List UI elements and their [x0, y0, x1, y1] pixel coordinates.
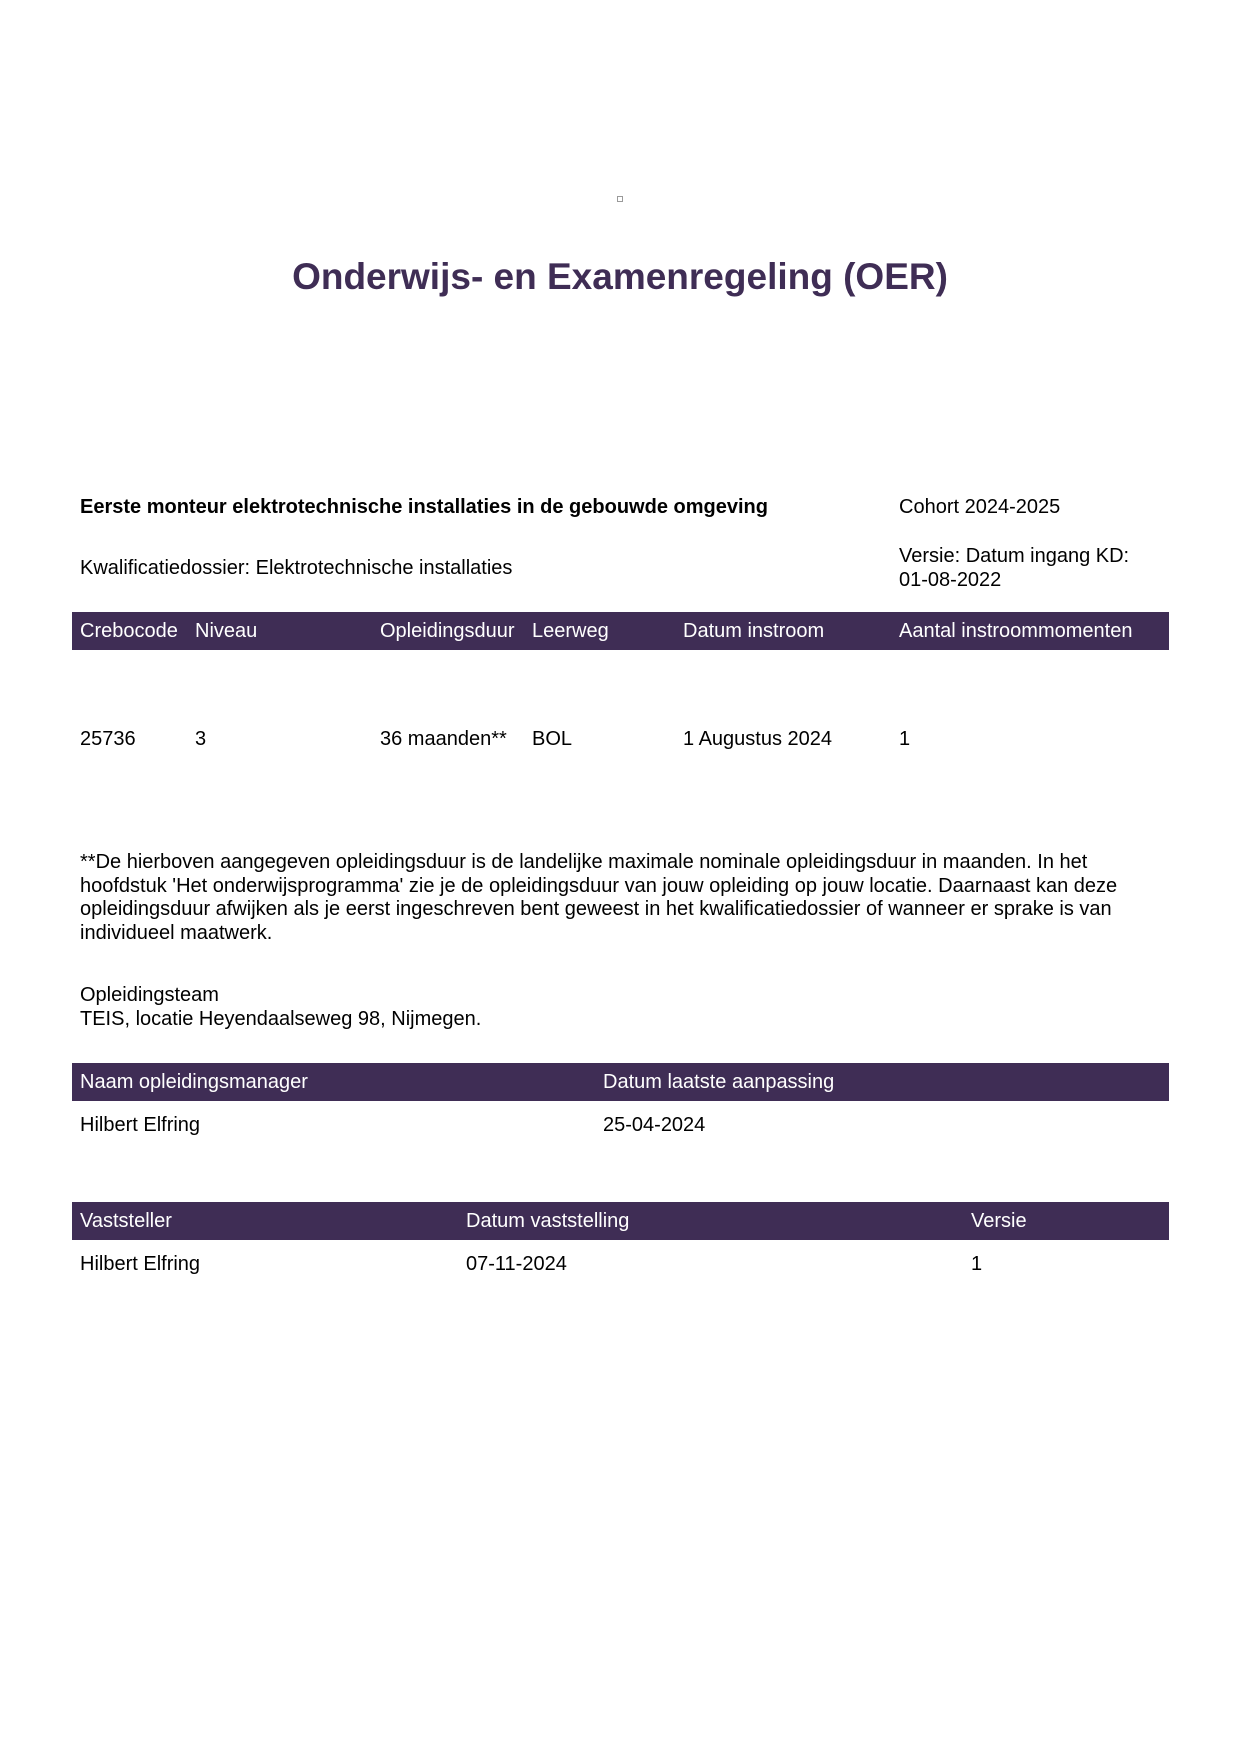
cell-last-modified: 25-04-2024: [603, 1114, 706, 1136]
header-datum-instroom: Datum instroom: [683, 620, 825, 642]
cell-approver: Hilbert Elfring: [80, 1253, 201, 1275]
header-versie: Versie: [971, 1210, 1027, 1232]
version-line-1: Versie: Datum ingang KD:: [899, 545, 1130, 567]
cohort-label: Cohort 2024-2025: [899, 496, 1061, 518]
header-naam-opleidingsmanager: Naam opleidingsmanager: [80, 1071, 308, 1093]
header-opleidingsduur: Opleidingsduur: [380, 620, 515, 642]
approval-table-header: [72, 1202, 1169, 1240]
cell-niveau: 3: [195, 728, 207, 750]
cell-manager-name: Hilbert Elfring: [80, 1114, 201, 1136]
cell-crebocode: 25736: [80, 728, 136, 750]
dossier-label: Kwalificatiedossier: Elektrotechnische installaties: [80, 557, 513, 579]
header-datum-vaststelling: Datum vaststelling: [466, 1210, 630, 1232]
header-vaststeller: Vaststeller: [80, 1210, 172, 1232]
cell-approval-date: 07-11-2024: [466, 1253, 567, 1275]
document-title: Onderwijs- en Examenregeling (OER): [292, 256, 948, 297]
program-table-header: [72, 612, 1169, 650]
header-crebocode: Crebocode: [80, 620, 178, 642]
cell-datum-instroom: 1 Augustus 2024: [683, 728, 833, 750]
team-label: Opleidingsteam: [80, 984, 219, 1006]
header-niveau: Niveau: [195, 620, 258, 642]
header-aantal-instroommomenten: Aantal instroommomenten: [899, 620, 1133, 642]
version-line-2: 01-08-2022: [899, 569, 1002, 591]
cell-aantal-instroommomenten: 1: [899, 728, 911, 750]
program-name: Eerste monteur elektrotechnische installaties in de gebouwde omgeving: [80, 496, 768, 518]
team-location: TEIS, locatie Heyendaalseweg 98, Nijmegen.: [80, 1008, 482, 1030]
training-team: [80, 983, 481, 1031]
logo-placeholder-icon: [617, 196, 623, 202]
manager-table-header: [72, 1063, 1169, 1101]
header-datum-laatste-aanpassing: Datum laatste aanpassing: [603, 1071, 835, 1093]
footnote: **De hierboven aangegeven opleidingsduur is de landelijke maximale nominale opleidingsduur in maanden. In het hoofdstuk 'Het onderwijsprogramma' zie je de opleidingsduur van jouw opleiding op jouw locatie. Daarnaast kan deze opleidingsduur afwijken als je eerst ingeschreven bent geweest in het kwalificatiedossier of wanneer er sprake is van individueel maatwerk.: [80, 851, 1118, 944]
header-leerweg: Leerweg: [532, 620, 609, 642]
cell-opleidingsduur: 36 maanden**: [380, 728, 507, 750]
version-label: [899, 544, 1129, 592]
cell-version: 1: [971, 1253, 983, 1275]
cell-leerweg: BOL: [532, 728, 573, 750]
